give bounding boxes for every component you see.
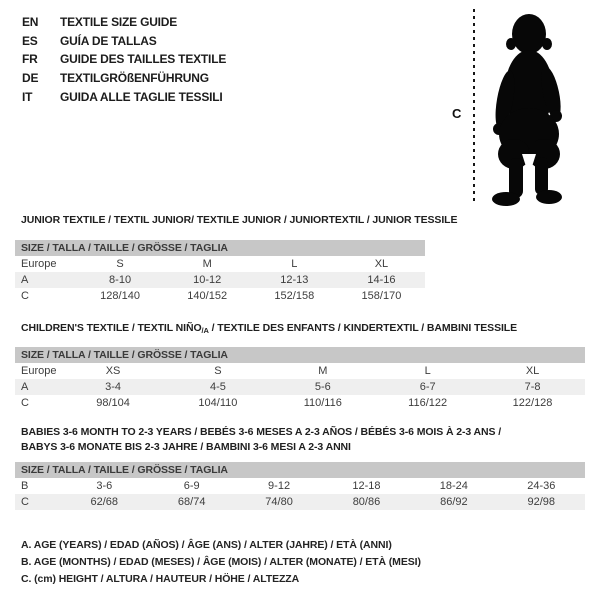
row-label: Europe: [21, 258, 57, 270]
size-cell: 3-4: [61, 379, 166, 395]
size-header-bar: SIZE / TALLA / TAILLE / GRÖSSE / TAGLIA: [15, 240, 425, 256]
junior-size-table: [15, 240, 425, 304]
size-cell: 12-13: [251, 272, 338, 288]
footnote-b: B. AGE (MONTHS) / EDAD (MESES) / ÂGE (MOIS) / ALTER (MONATE) / ETÀ (MESI): [21, 556, 421, 568]
size-cell: L: [291, 258, 298, 270]
size-cell: 68/74: [148, 494, 235, 510]
size-cell: 122/128: [512, 397, 553, 409]
table-row: [15, 395, 585, 411]
language-row-es: [22, 32, 226, 51]
size-cell: 3-6: [96, 480, 113, 492]
size-cell: 4-5: [165, 379, 270, 395]
size-cell: 62/68: [61, 494, 148, 510]
babies-title-line2: BABYS 3-6 MONATE BIS 2-3 JAHRE / BAMBINI 3-6 MESI A 2-3 ANNI: [21, 441, 351, 453]
size-header-bar: SIZE / TALLA / TAILLE / GRÖSSE / TAGLIA: [15, 347, 585, 363]
guide-title-es: GUÍA DE TALLAS: [60, 33, 157, 48]
row-label: A: [15, 379, 61, 395]
height-measure-dashed-line: [473, 9, 475, 205]
size-cell: 74/80: [235, 494, 322, 510]
babies-table-title: [21, 425, 581, 455]
size-cell: 18-24: [439, 480, 468, 492]
table-row: [15, 363, 585, 379]
junior-table-title: JUNIOR TEXTILE / TEXTIL JUNIOR/ TEXTILE JUNIOR / JUNIORTEXTIL / JUNIOR TESSILE: [21, 214, 458, 226]
language-code: DE: [22, 71, 39, 86]
junior-table-section: [15, 240, 425, 304]
row-label: Europe: [21, 365, 57, 377]
baby-silhouette-icon: [485, 8, 573, 208]
row-label: C: [21, 290, 29, 302]
size-cell: L: [424, 365, 431, 377]
children-title-post: / TEXTILE DES ENFANTS / KINDERTEXTIL / BAMBINI TESSILE: [208, 322, 518, 334]
size-cell: 12-18: [352, 480, 381, 492]
footnote-c: C. (cm) HEIGHT / ALTURA / HAUTEUR / HÖHE / ALTEZZA: [21, 573, 300, 585]
language-code: ES: [22, 33, 38, 48]
size-cell: 7-8: [480, 379, 585, 395]
size-cell: 10-12: [164, 272, 251, 288]
children-title-sub: /A: [201, 326, 209, 335]
language-code: FR: [22, 52, 38, 67]
size-cell: 98/104: [96, 397, 130, 409]
table-row: [15, 494, 585, 510]
footnote-a: A. AGE (YEARS) / EDAD (AÑOS) / ÂGE (ANS) / ALTER (JAHRE) / ETÀ (ANNI): [21, 539, 392, 551]
children-table-title: [21, 322, 517, 335]
size-cell: 140/152: [187, 290, 228, 302]
table-row: [15, 256, 425, 272]
size-cell: 128/140: [100, 290, 140, 302]
size-cell: 92/98: [498, 494, 585, 510]
size-cell: 104/110: [198, 397, 238, 409]
baby-figure: [440, 5, 590, 210]
row-label: C: [15, 494, 61, 510]
row-label: C: [21, 397, 29, 409]
size-cell: 86/92: [410, 494, 497, 510]
language-code: EN: [22, 15, 39, 30]
size-cell: 8-10: [77, 272, 164, 288]
size-cell: 110/116: [303, 397, 342, 409]
babies-size-table: [15, 462, 585, 510]
size-cell: XL: [374, 258, 389, 270]
size-cell: M: [318, 365, 328, 377]
size-cell: 6-9: [183, 480, 200, 492]
table-row: [15, 379, 585, 395]
language-row-it: [22, 87, 226, 106]
row-label: B: [21, 480, 29, 492]
children-title-pre: CHILDREN'S TEXTILE / TEXTIL NIÑO: [21, 322, 202, 334]
language-row-en: [22, 13, 226, 32]
language-list: [22, 13, 226, 106]
size-cell: S: [116, 258, 124, 270]
size-cell: 14-16: [338, 272, 425, 288]
size-cell: 9-12: [268, 480, 291, 492]
size-cell: S: [214, 365, 222, 377]
table-row: [15, 288, 425, 304]
guide-title-fr: GUIDE DES TAILLES TEXTILE: [60, 52, 227, 67]
size-cell: M: [202, 258, 212, 270]
babies-table-section: [15, 462, 585, 510]
language-code: IT: [22, 89, 33, 104]
height-measure-label: C: [452, 106, 462, 121]
guide-title-de: TEXTILGRÖßENFÜHRUNG: [60, 71, 209, 86]
size-cell: 80/86: [323, 494, 410, 510]
size-cell: XS: [105, 365, 121, 377]
size-cell: XL: [525, 365, 540, 377]
guide-title-it: GUIDA ALLE TAGLIE TESSILI: [60, 89, 223, 104]
footnotes: [21, 537, 421, 588]
size-header-bar: SIZE / TALLA / TAILLE / GRÖSSE / TAGLIA: [15, 462, 585, 478]
guide-title-en: TEXTILE SIZE GUIDE: [60, 15, 178, 30]
size-cell: 24-36: [527, 480, 556, 492]
babies-title-line1: BABIES 3-6 MONTH TO 2-3 YEARS / BEBÉS 3-6 MESES A 2-3 AÑOS / BÉBÉS 3-6 MOIS À 2-3 ANS /: [21, 426, 502, 438]
size-cell: 152/158: [274, 290, 315, 302]
language-row-de: [22, 69, 226, 88]
size-cell: 116/122: [408, 397, 448, 409]
table-row: [15, 478, 585, 494]
size-cell: 158/170: [361, 290, 402, 302]
children-size-table: [15, 347, 585, 411]
size-cell: 6-7: [375, 379, 480, 395]
table-row: [15, 272, 425, 288]
size-cell: 5-6: [270, 379, 375, 395]
row-label: A: [15, 272, 77, 288]
language-row-fr: [22, 50, 226, 69]
children-table-section: [15, 347, 585, 411]
